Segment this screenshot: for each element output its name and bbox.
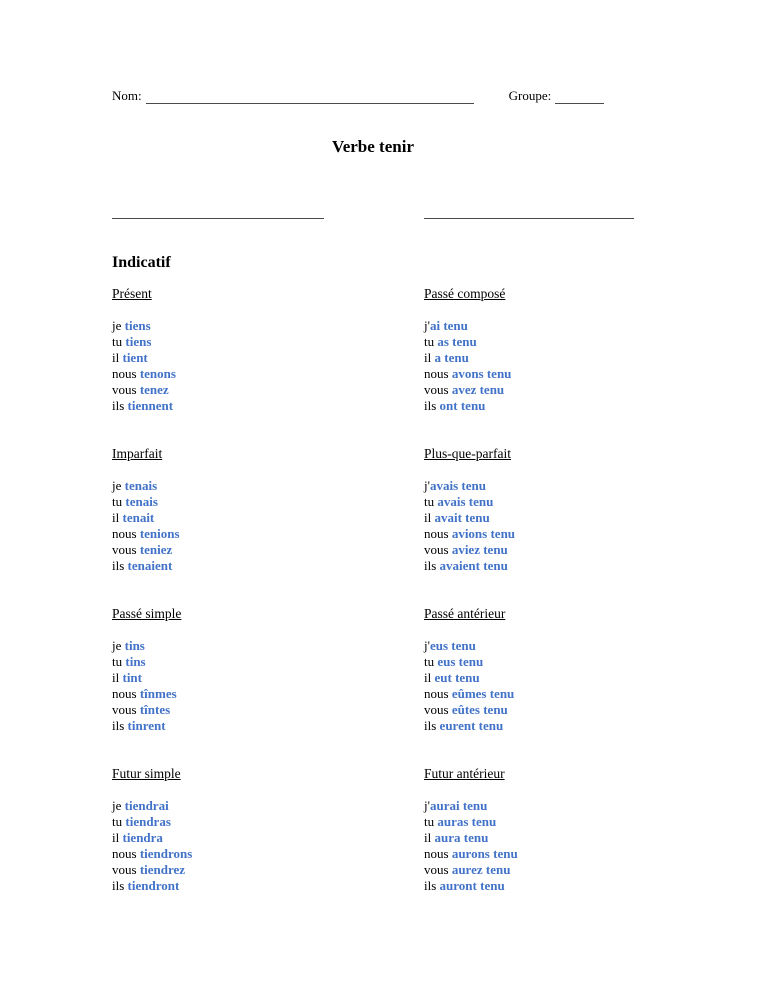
tense-heading: Passé simple [112,606,182,621]
verb-form: tient [122,350,148,365]
verb-form: tenons [139,366,176,381]
pronoun: je [112,318,125,333]
conjugation-row [112,478,424,494]
pronoun: il [424,350,435,365]
pronoun: tu [424,494,438,509]
pronoun: il [424,830,435,845]
pronoun: nous [424,686,452,701]
conjugation-row [424,334,634,350]
tense-block-present [112,286,424,414]
verb-form: tenaient [127,558,173,573]
conjugation-row [112,862,424,878]
conjugation-row [424,350,634,366]
pronoun: tu [424,654,438,669]
pronoun: tu [112,334,126,349]
tense-block-futur-anterieur [424,766,634,894]
verb-form: tiennent [127,398,174,413]
conjugation-row [424,526,634,542]
pronoun: vous [112,542,140,557]
conjugation-row [112,686,424,702]
pronoun: ils [424,878,440,893]
tense-heading: Futur antérieur [424,766,505,781]
conjugation-row [424,878,634,894]
verb-form: eus tenu [429,638,476,653]
verb-form: as tenu [437,334,477,349]
pronoun: vous [424,862,452,877]
tense-heading: Imparfait [112,446,163,461]
pronoun: ils [112,878,128,893]
pronoun: vous [112,862,140,877]
pronoun: il [424,670,435,685]
verb-form: tiendrez [139,862,186,877]
conjugation-row [424,798,634,814]
verb-form: avais tenu [437,494,494,509]
conjugation-row [424,494,634,510]
tense-heading: Plus-que-parfait [424,446,511,461]
conjugation-row [112,334,424,350]
pronoun: ils [112,398,128,413]
verb-form: tiendront [127,878,180,893]
pronoun: il [112,670,123,685]
pronoun: il [112,510,123,525]
verb-form: tiens [124,318,151,333]
verb-form: tenais [125,494,158,509]
conjugation-row [424,542,634,558]
verb-form: eut tenu [434,670,480,685]
name-group-row [112,88,634,104]
conjugation-row [424,702,634,718]
verb-form: avait tenu [434,510,490,525]
verb-form: tins [124,638,145,653]
conjugation-row [424,558,634,574]
tense-block-futur-simple [112,766,424,894]
tense-heading: Passé composé [424,286,506,301]
conjugation-row [112,382,424,398]
tense-block-passe-compose [424,286,634,414]
pronoun: je [112,798,125,813]
verb-form: auras tenu [437,814,497,829]
pronoun: j' [424,478,430,493]
pronoun: nous [112,846,140,861]
verb-form: eûtes tenu [451,702,508,717]
pronoun: il [112,830,123,845]
left-blank-field [112,209,324,219]
conjugation-row [424,830,634,846]
verb-form: avaient tenu [439,558,508,573]
verb-form: tiens [125,334,152,349]
pronoun: il [112,350,123,365]
verb-form: tenez [139,382,169,397]
pronoun: tu [112,814,126,829]
conjugation-row [424,670,634,686]
verb-form: aurez tenu [451,862,511,877]
verb-form: tins [125,654,146,669]
pronoun: vous [424,702,452,717]
conjugation-row [112,510,424,526]
pronoun: j' [424,318,430,333]
tense-block-imparfait [112,446,424,574]
conjugation-row [112,398,424,414]
pronoun: nous [112,526,140,541]
pronoun: ils [424,398,440,413]
verb-form: eûmes tenu [451,686,515,701]
verb-form: tenions [139,526,180,541]
conjugation-row [112,366,424,382]
tense-heading: Présent [112,286,152,301]
verb-form: a tenu [434,350,469,365]
pronoun: tu [112,654,126,669]
verb-form: tinrent [127,718,166,733]
conjugation-row [424,654,634,670]
verb-form: aurons tenu [451,846,518,861]
tense-block-passe-anterieur [424,606,634,734]
verb-form: aviez tenu [451,542,508,557]
section-heading-indicatif: Indicatif [112,254,171,271]
groupe-label: Groupe: [508,88,552,103]
pronoun: nous [112,686,140,701]
conjugation-row [112,702,424,718]
conjugation-row [112,350,424,366]
conjugation-row [112,526,424,542]
pronoun: je [112,638,125,653]
conjugation-row [424,862,634,878]
page-title: Verbe tenir [332,137,414,156]
conjugation-row [424,638,634,654]
pronoun: tu [112,494,126,509]
pronoun: j' [424,638,430,653]
verb-form: tiendrai [124,798,169,813]
conjugation-row [112,846,424,862]
verb-form: tîntes [139,702,171,717]
conjugation-row [424,846,634,862]
pronoun: vous [424,542,452,557]
pronoun: j' [424,798,430,813]
verb-form: avions tenu [451,526,516,541]
verb-form: avais tenu [429,478,486,493]
conjugation-row [424,366,634,382]
nom-label: Nom: [112,88,142,103]
pronoun: nous [424,366,452,381]
page-content [112,88,634,926]
verb-form: aurai tenu [429,798,488,813]
conjugation-row [112,830,424,846]
conjugation-row [112,638,424,654]
pronoun: ils [424,718,440,733]
verb-form: tiendra [122,830,163,845]
conjugation-row [424,478,634,494]
pronoun: nous [112,366,140,381]
verb-form: teniez [139,542,173,557]
conjugation-row [112,318,424,334]
pronoun: vous [112,702,140,717]
conjugation-row [424,718,634,734]
conjugation-row [112,718,424,734]
conjugation-row [424,382,634,398]
verb-form: avez tenu [451,382,505,397]
conjugation-row [424,510,634,526]
conjugation-row [112,542,424,558]
pronoun: vous [112,382,140,397]
pronoun: je [112,478,125,493]
conjugation-row [112,558,424,574]
conjugation-row [424,686,634,702]
pronoun: ils [112,718,128,733]
conjugation-row [112,814,424,830]
verb-form: tiendrons [139,846,193,861]
conjugation-row [112,670,424,686]
tense-heading: Passé antérieur [424,606,506,621]
pronoun: ils [424,558,440,573]
verb-form: tenait [122,510,155,525]
verb-form: auront tenu [439,878,505,893]
verb-form: eurent tenu [439,718,504,733]
tense-block-passe-simple [112,606,424,734]
right-blank-field [424,209,634,219]
pronoun: tu [424,814,438,829]
verb-form: ont tenu [439,398,486,413]
verb-form: tiendras [125,814,171,829]
pronoun: il [424,510,435,525]
conjugation-row [112,878,424,894]
tense-heading: Futur simple [112,766,181,781]
verb-form: tint [122,670,142,685]
conjugation-row [424,398,634,414]
blank-lines-row [112,209,634,219]
tense-block-plus-que-parfait [424,446,634,574]
pronoun: vous [424,382,452,397]
verb-form: eus tenu [437,654,484,669]
pronoun: tu [424,334,438,349]
nom-blank-field [146,90,474,104]
pronoun: nous [424,526,452,541]
conjugation-row [112,798,424,814]
verb-form: tenais [124,478,158,493]
groupe-blank-field [555,90,604,104]
conjugation-row [424,318,634,334]
conjugation-row [112,494,424,510]
verb-form: tînmes [139,686,177,701]
conjugation-grid [112,286,634,926]
verb-form: avons tenu [451,366,512,381]
conjugation-row [424,814,634,830]
conjugation-row [112,654,424,670]
verb-form: ai tenu [429,318,468,333]
verb-form: aura tenu [434,830,489,845]
pronoun: nous [424,846,452,861]
pronoun: ils [112,558,128,573]
